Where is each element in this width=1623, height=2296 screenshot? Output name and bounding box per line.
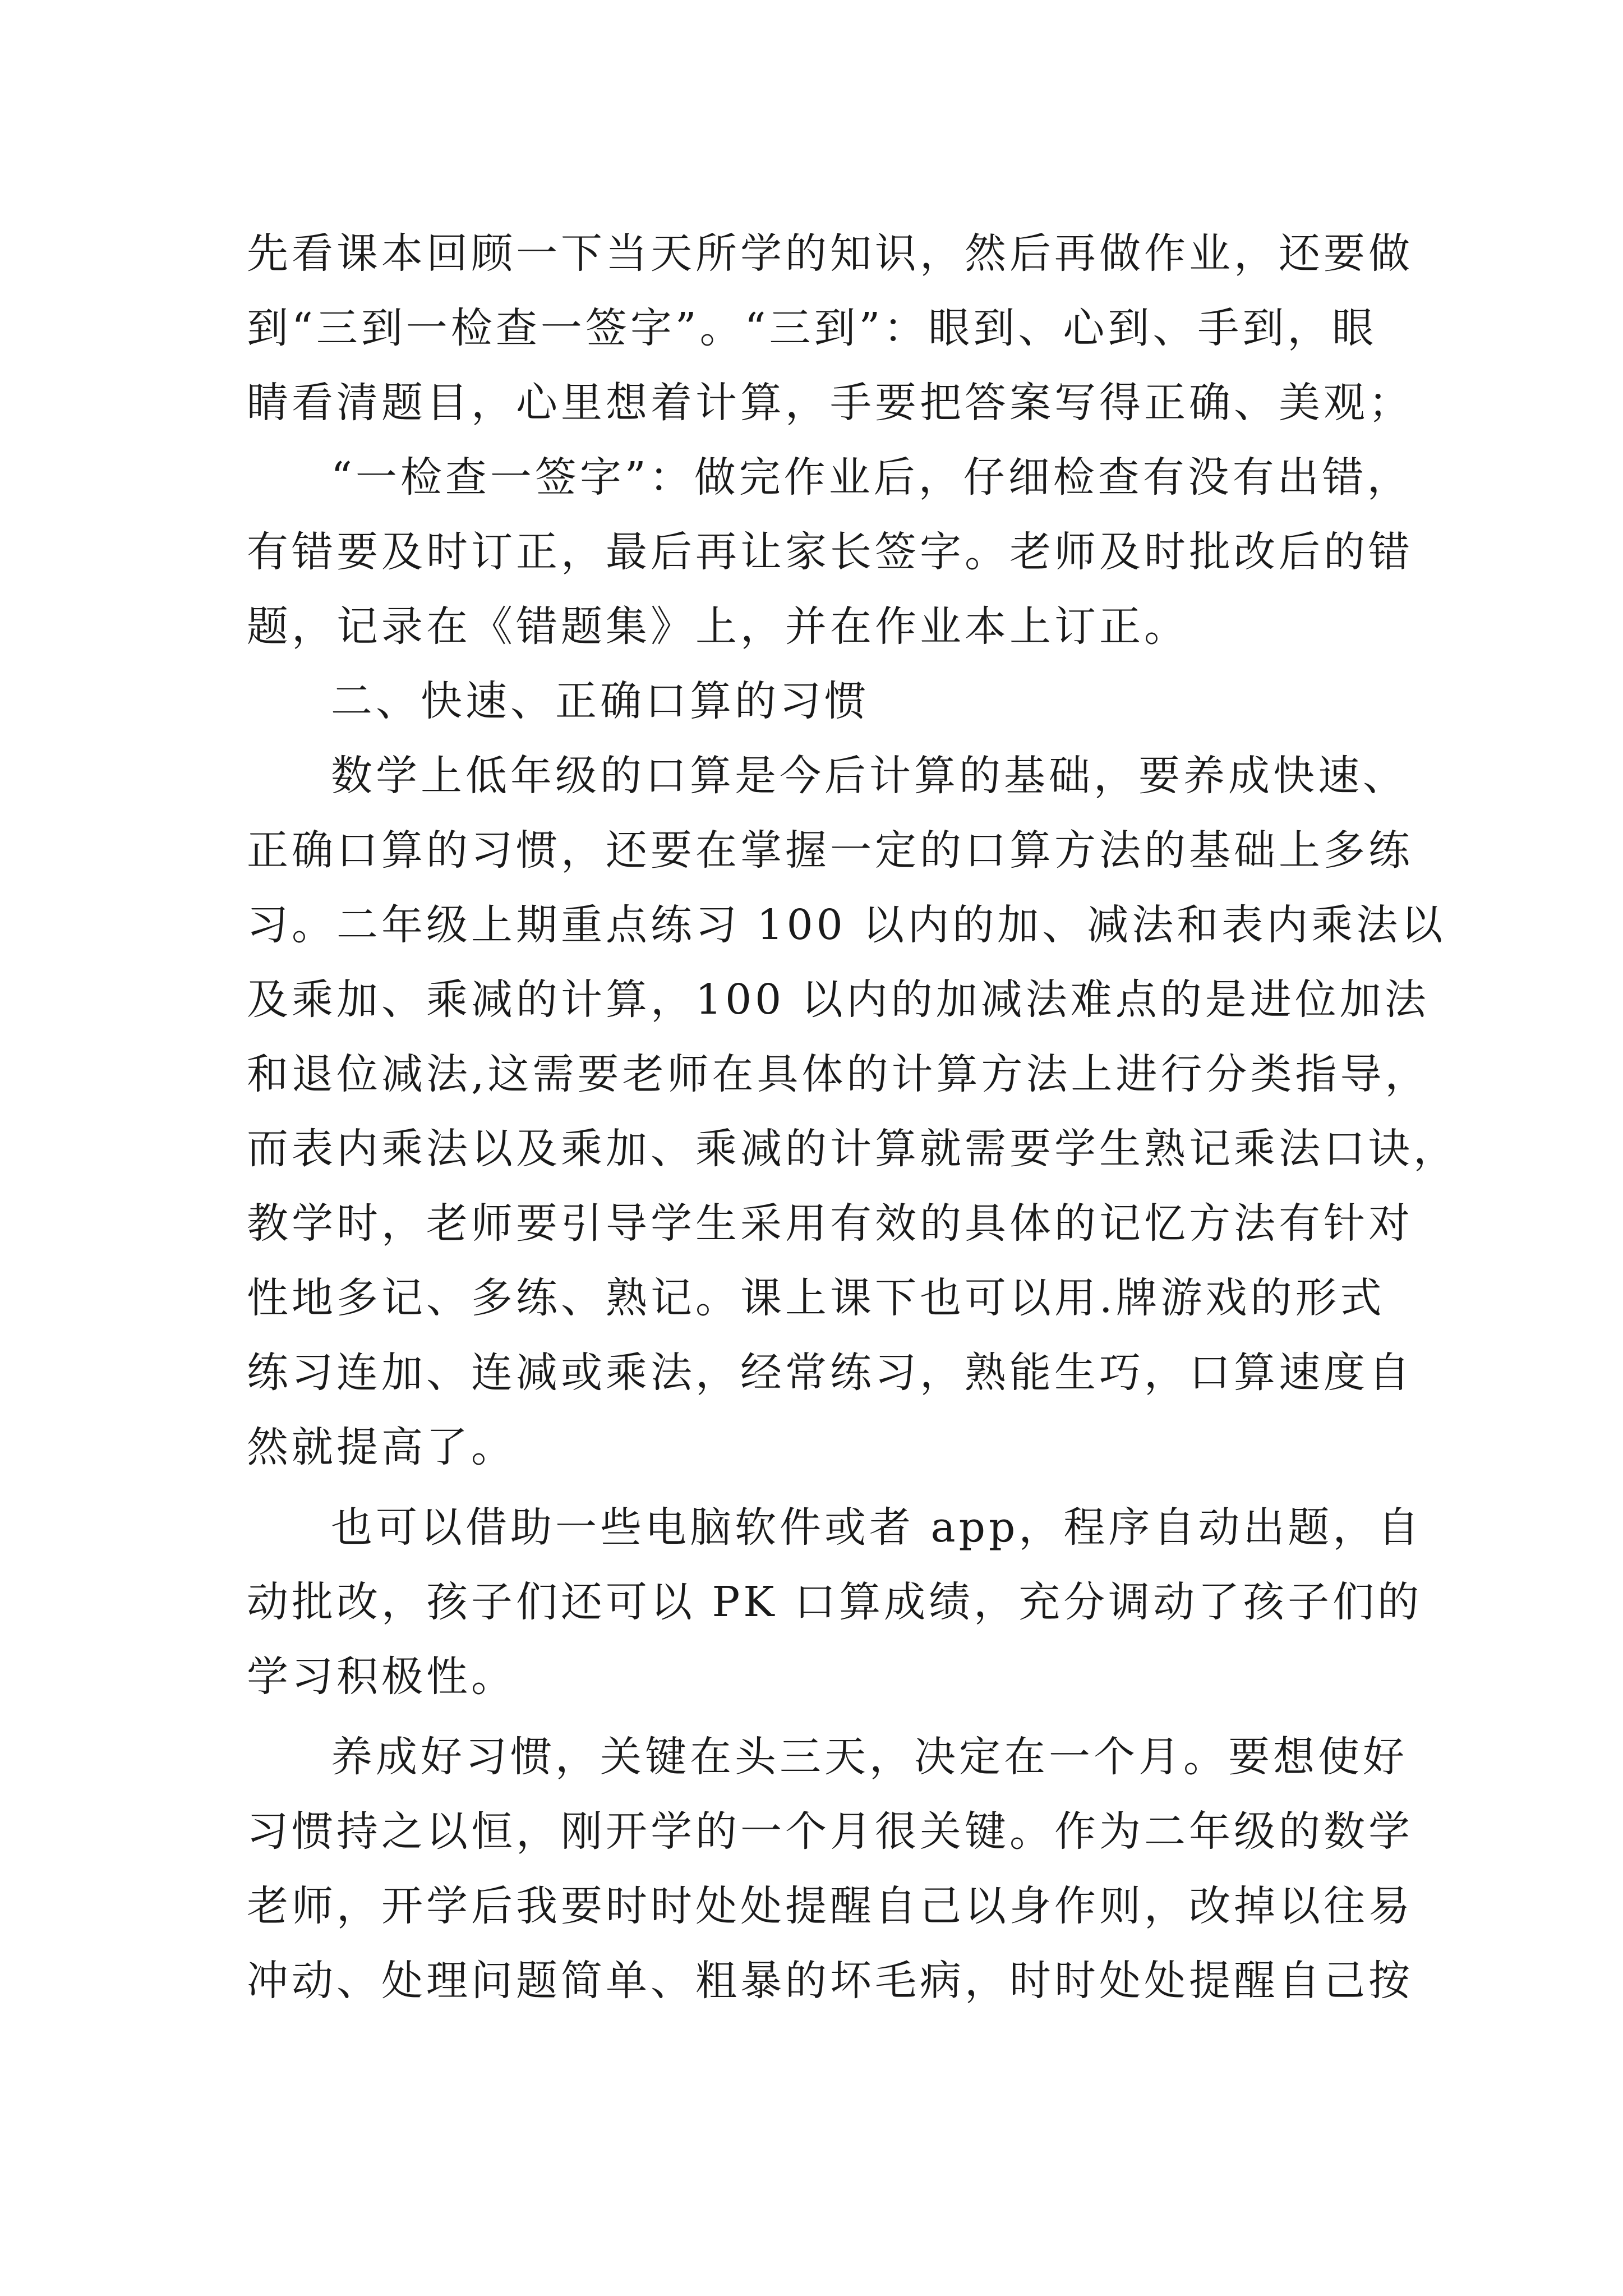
text-line: 习。二年级上期重点练习 100 以内的加、减法和表内乘法以 xyxy=(247,901,1446,949)
heading-text: 二、快速、正确口算的习惯 xyxy=(331,677,869,725)
text-line: 练习连加、连减或乘法，经常练习，熟能生巧，口算速度自 xyxy=(247,1349,1413,1397)
text-line: 正确口算的习惯，还要在掌握一定的口算方法的基础上多练 xyxy=(247,826,1413,875)
text-line: 及乘加、乘减的计算，100 以内的加减法难点的是进位加法 xyxy=(247,976,1430,1024)
text-line: “一检查一签字”：做完作业后，仔细检查有没有出错， xyxy=(331,453,1412,501)
text-line: 到“三到一检查一签字”。“三到”：眼到、心到、手到，眼 xyxy=(247,304,1377,352)
text-line: 性地多记、多练、熟记。课上课下也可以用.牌游戏的形式 xyxy=(247,1274,1385,1322)
text-line: 教学时，老师要引导学生采用有效的具体的记忆方法有针对 xyxy=(247,1199,1413,1248)
text-line: 数学上低年级的口算是今后计算的基础，要养成快速、 xyxy=(331,752,1408,800)
text-line: 先看课本回顾一下当天所学的知识，然后再做作业，还要做 xyxy=(247,229,1413,278)
paragraph-homework-steps xyxy=(247,217,1413,440)
paragraph-spacer xyxy=(247,1714,1391,1720)
text-line: 也可以借助一些电脑软件或者 app，程序自动出题，自 xyxy=(331,1503,1423,1552)
text-line: 然就提高了。 xyxy=(247,1423,516,1471)
text-line: 而表内乘法以及乘加、乘减的计算就需要学生熟记乘法口诀， xyxy=(247,1125,1458,1173)
section-heading xyxy=(247,664,1391,739)
text-line: 题，记录在《错题集》上，并在作业本上订正。 xyxy=(247,602,1189,651)
text-line: 养成好习惯，关键在头三天，决定在一个月。要想使好 xyxy=(331,1733,1408,1781)
text-line: 学习积极性。 xyxy=(247,1653,516,1701)
text-line: 睛看清题目，心里想着计算，手要把答案写得正确、美观； xyxy=(247,379,1413,427)
paragraph-check-and-sign xyxy=(247,440,1413,664)
document-body xyxy=(247,217,1458,2018)
text-line: 习惯持之以恒，刚开学的一个月很关键。作为二年级的数学 xyxy=(247,1807,1413,1856)
paragraph-good-habits xyxy=(247,1720,1413,2018)
text-line: 冲动、处理问题简单、粗暴的坏毛病，时时处处提醒自己按 xyxy=(247,1957,1413,2005)
text-line: 和退位减法,这需要老师在具体的计算方法上进行分类指导， xyxy=(247,1050,1430,1098)
text-line: 有错要及时订正，最后再让家长签字。老师及时批改后的错 xyxy=(247,528,1413,576)
paragraph-mental-arithmetic xyxy=(247,739,1458,1485)
text-line: 动批改，孩子们还可以 PK 口算成绩，充分调动了孩子们的 xyxy=(247,1578,1423,1626)
text-line: 老师，开学后我要时时处处提醒自己以身作则，改掉以往易 xyxy=(247,1882,1413,1930)
paragraph-software-app xyxy=(247,1490,1423,1714)
paragraph-spacer xyxy=(247,1485,1391,1490)
